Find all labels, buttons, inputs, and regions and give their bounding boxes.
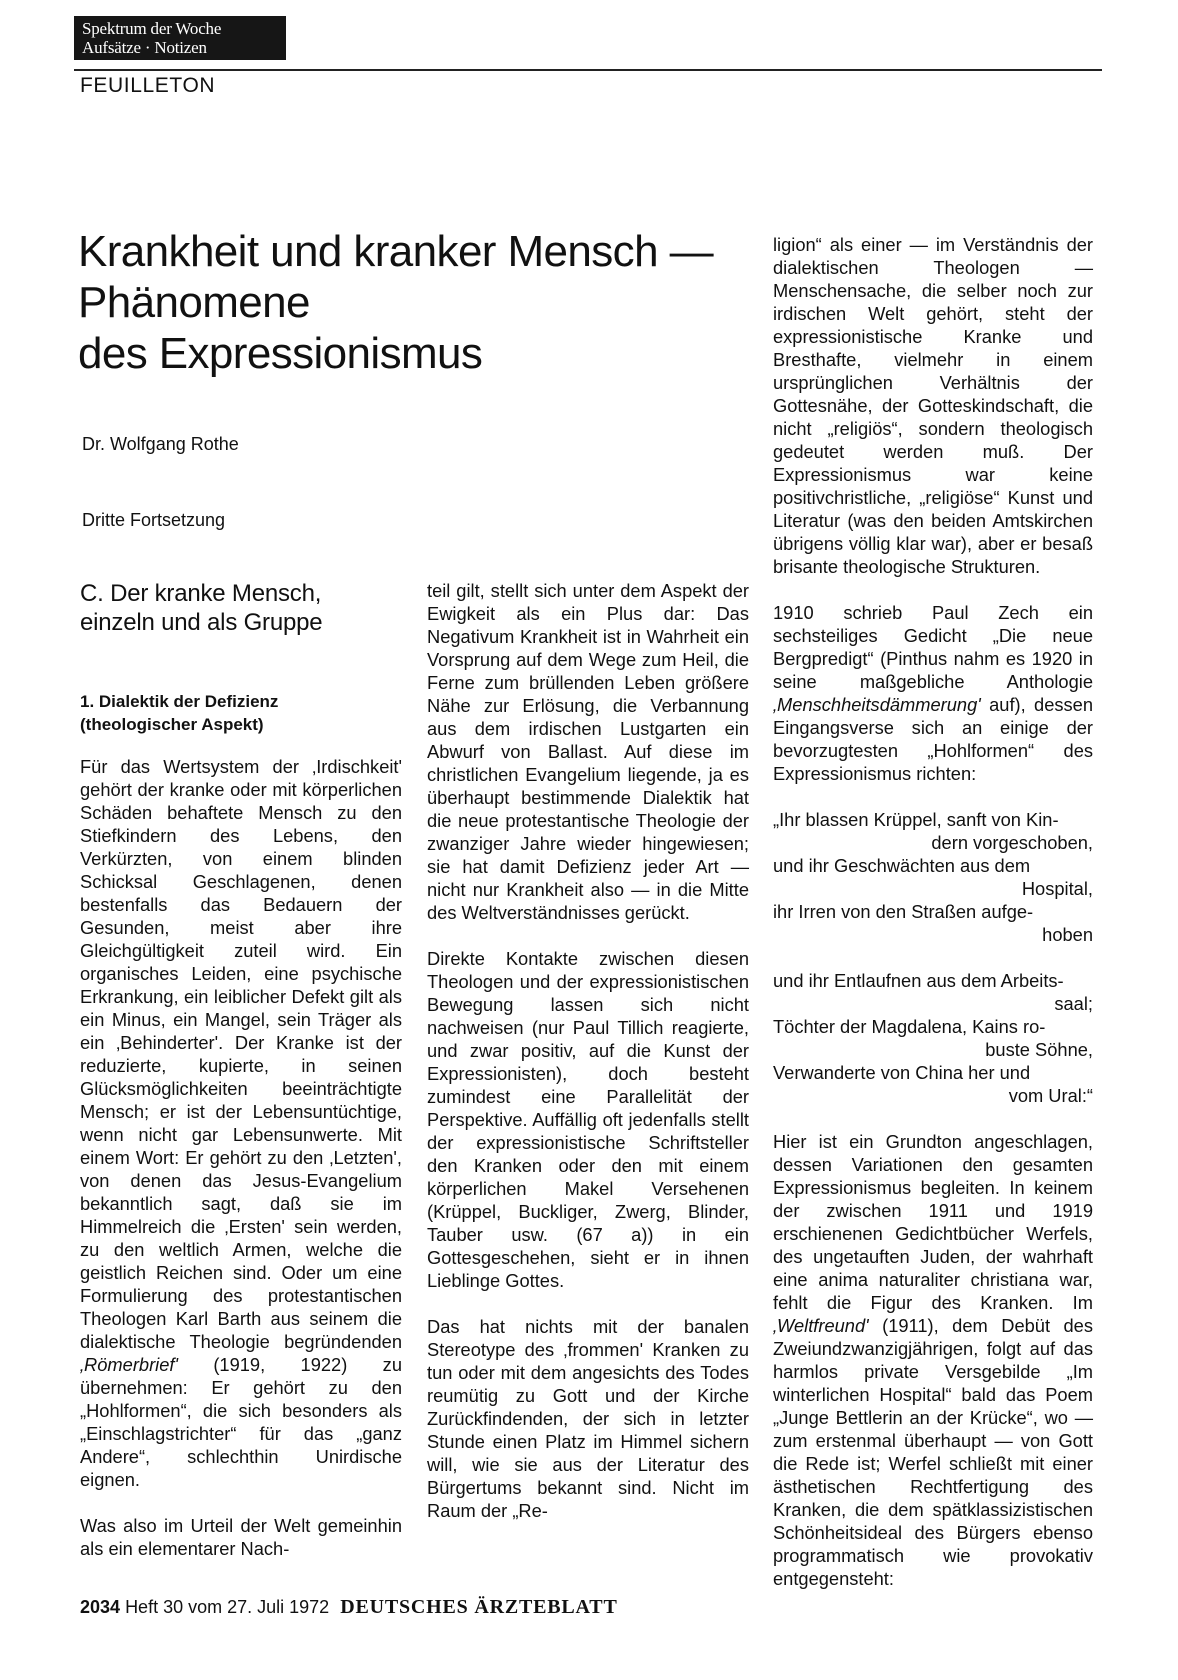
page-footer: [80, 1596, 618, 1619]
author-name: Dr. Wolfgang Rothe: [82, 434, 239, 454]
section-heading-line2: einzeln und als Gruppe: [80, 609, 323, 636]
article-subtitle: Dritte Fortsetzung: [82, 510, 226, 530]
text-column-1: [80, 755, 402, 1560]
text-run: Für das Wertsystem der ‚Irdischkeit' gehört der kranke oder mit körperlichen Schäden behaftete Mensch zu den Stiefkindern des Lebens, den Verkürzten, von einem blinden Schicksal Geschlagenen, denen bestenfalls das Bedauern der Gesunden, meist aber ihre Gleichgültigkeit zuteil wird. Ein organisches Leiden, eine psychische Erkrankung, ein leiblicher Defekt gilt als ein Minus, ein Mangel, sein Träger als ein ‚Behinderter'. Der Kranke ist der reduzierte, kupierte, in seinen Glücksmöglichkeiten beeinträchtigte Mensch; er ist der Lebensuntüchtige, wenn nicht gar Lebensunwerte. Mit einem Wort: Er gehört zu den ‚Letzten', von denen das Jesus-Evangelium bekanntlich sagt, daß sie im Himmelreich die ‚Ersten' sein werden, zu den weltlich Armen, welche die geistlich Reichen sind. Oder um eine Formulierung des protestantischen Theologen Karl Barth aus seinem die dialektische Theologie begründenden: [80, 756, 402, 1352]
poem-line: Verwanderte von China her und: [773, 1062, 1031, 1083]
italic-title: ‚Weltfreund': [773, 1315, 869, 1336]
poem-line-cont: hoben: [1042, 924, 1093, 945]
poem-line-cont: dern vorgeschoben,: [931, 832, 1093, 853]
paragraph: Was also im Urteil der Welt gemeinhin als ein elementarer Nach-: [80, 1515, 402, 1559]
poem-line: und ihr Entlaufnen aus dem Arbeits-: [773, 970, 1064, 991]
poem-line-cont: vom Ural:“: [1008, 1085, 1093, 1106]
section-heading: [80, 579, 400, 637]
section-heading-line1: C. Der kranke Mensch,: [80, 580, 322, 607]
issue-info: Heft 30 vom 27. Juli 1972: [125, 1597, 330, 1617]
text-run: auf), dessen Eingangsverse sich an einige der bevorzugtesten „Hohlformen“ des Expressionismus richten:: [773, 694, 1093, 784]
rubric-label: FEUILLETON: [80, 74, 216, 97]
italic-title: ‚Menschheitsdämmerung': [773, 694, 981, 715]
paragraph: teil gilt, stellt sich unter dem Aspekt der Ewigkeit als ein Plus dar: Das Negativum Krankheit ist in Wahrheit ein Vorsprung auf dem Wege zum Heil, die Ferne zum brüllenden Leben größere Nähe zur Erlösung, die Verbannung aus dem irdischen Lustgarten ein Abwurf von Ballast. Auf diese im christlichen Evangelium liegende, ja es überhaupt bestimmende Dialektik hat die neue protestantische Theologie der zwanziger Jahre wieder hingewiesen; sie hat damit Defizienz jeder Art — nicht nur Krankheit also — in die Mitte des Weltverständnisses gerückt.: [427, 580, 749, 923]
text-run: (1919, 1922) zu übernehmen: Er gehört zu den „Hohlformen“, die sich besonders als „Einschlagstrichter“ für das „ganz Andere“, schlechthin Unirdische eignen.: [80, 1354, 402, 1490]
text-column-3: [773, 233, 1093, 1590]
subsection-heading-line2: (theologischer Aspekt): [80, 715, 264, 734]
journal-name: DEUTSCHES ÄRZTEBLATT: [340, 1596, 618, 1618]
title-line2: Phänomene: [78, 278, 310, 327]
poem-line-cont: buste Söhne,: [985, 1039, 1093, 1060]
section-label-line1: Spektrum der Woche: [82, 19, 222, 38]
paragraph: [80, 755, 402, 1491]
poem-stanza-2: [773, 969, 1093, 1107]
title-line3: des Expressionismus: [78, 329, 483, 378]
section-label-line2: Aufsätze · Notizen: [82, 38, 207, 57]
text-run: 1910 schrieb Paul Zech ein sechsteiliges Gedicht „Die neue Bergpredigt“ (Pinthus nahm es 1920 in seine maßgebliche Anthologie: [773, 602, 1093, 692]
paragraph: ligion“ als einer — im Verständnis der dialektischen Theologen — Menschensache, die selber noch zur irdischen Welt gehört, steht der expressionistische Kranke und Bresthafte, vielmehr in einem ursprünglichen Verhältnis der Gottesnähe, der Gotteskindschaft, die nicht „religiös“, sondern theologisch gedeutet werden muß. Der Expressionismus war keine positivchristliche, „religiöse“ Kunst und Literatur (was den beiden Amtskirchen übrigens völlig klar war), aber er besaß brisante theologische Strukturen.: [773, 234, 1093, 577]
text-column-2: [427, 579, 749, 1522]
poem-line: Töchter der Magdalena, Kains ro-: [773, 1016, 1046, 1037]
paragraph: Das hat nichts mit der banalen Stereotype des ‚frommen' Kranken zu tun oder mit dem angesichts des Todes reumütig zu Gott und der Kirche Zurückfindenden, der sich in letzter Stunde einen Platz im Himmel sichern will, wie sie aus der Literatur des Bürgertums bekannt sind. Nicht im Raum der „Re-: [427, 1316, 749, 1521]
title-line1: Krankheit und kranker Mensch —: [78, 227, 713, 276]
text-run: Hier ist ein Grundton angeschlagen, dessen Variationen den gesamten Expressionismus begleiten. In keinem der zwischen 1911 und 1919 erschienenen Gedichtbücher Werfels, des ungetauften Juden, der wahrhaft eine anima naturaliter christiana war, fehlt die Figur des Kranken. Im: [773, 1131, 1093, 1313]
paragraph: [773, 601, 1093, 785]
subsection-heading: [80, 690, 400, 736]
page-number: 2034: [80, 1597, 121, 1617]
header-rule: [74, 69, 1102, 71]
text-run: (1911), dem Debüt des Zweiundzwanzigjährigen, folgt auf das harmlos private Versgebilde „Im winterlichen Hospital“ bald das Poem „Junge Bettlerin an der Krücke“, wo — zum erstenmal überhaupt — von Gott die Rede ist; Werfel schließt mit einer ästhetischen Rechtfertigung des Kranken, die dem spätklassizistischen Schönheitsideal des Bürgers ebenso programmatisch wie provokativ entgegensteht:: [773, 1315, 1093, 1589]
poem-line-cont: saal;: [1054, 993, 1093, 1014]
paragraph: [773, 1130, 1093, 1590]
poem-line: „Ihr blassen Krüppel, sanft von Kin-: [773, 809, 1059, 830]
poem-line: und ihr Geschwächten aus dem: [773, 855, 1031, 876]
poem-line: ihr Irren von den Straßen aufge-: [773, 901, 1034, 922]
section-label-box: [74, 16, 286, 60]
subsection-heading-line1: 1. Dialektik der Defizienz: [80, 692, 279, 711]
poem-line-cont: Hospital,: [1021, 878, 1093, 899]
paragraph: Direkte Kontakte zwischen diesen Theologen und der expressionistischen Bewegung lassen sich nicht nachweisen (nur Paul Tillich reagierte, und zwar positiv, auf die Kunst der Expressionisten), doch besteht zumindest eine Parallelität der Perspektive. Auffällig oft jedenfalls stellt der expressionistische Schriftsteller den Kranken oder den mit einem körperlichen Makel Versehenen (Krüppel, Buckliger, Zwerg, Blinder, Tauber usw. (67 a)) in ein Gottesgeschehen, sieht er in ihnen Lieblinge Gottes.: [427, 948, 749, 1291]
article-title: [78, 226, 758, 379]
italic-title: ‚Römerbrief': [80, 1354, 178, 1375]
poem-stanza-1: [773, 808, 1093, 946]
